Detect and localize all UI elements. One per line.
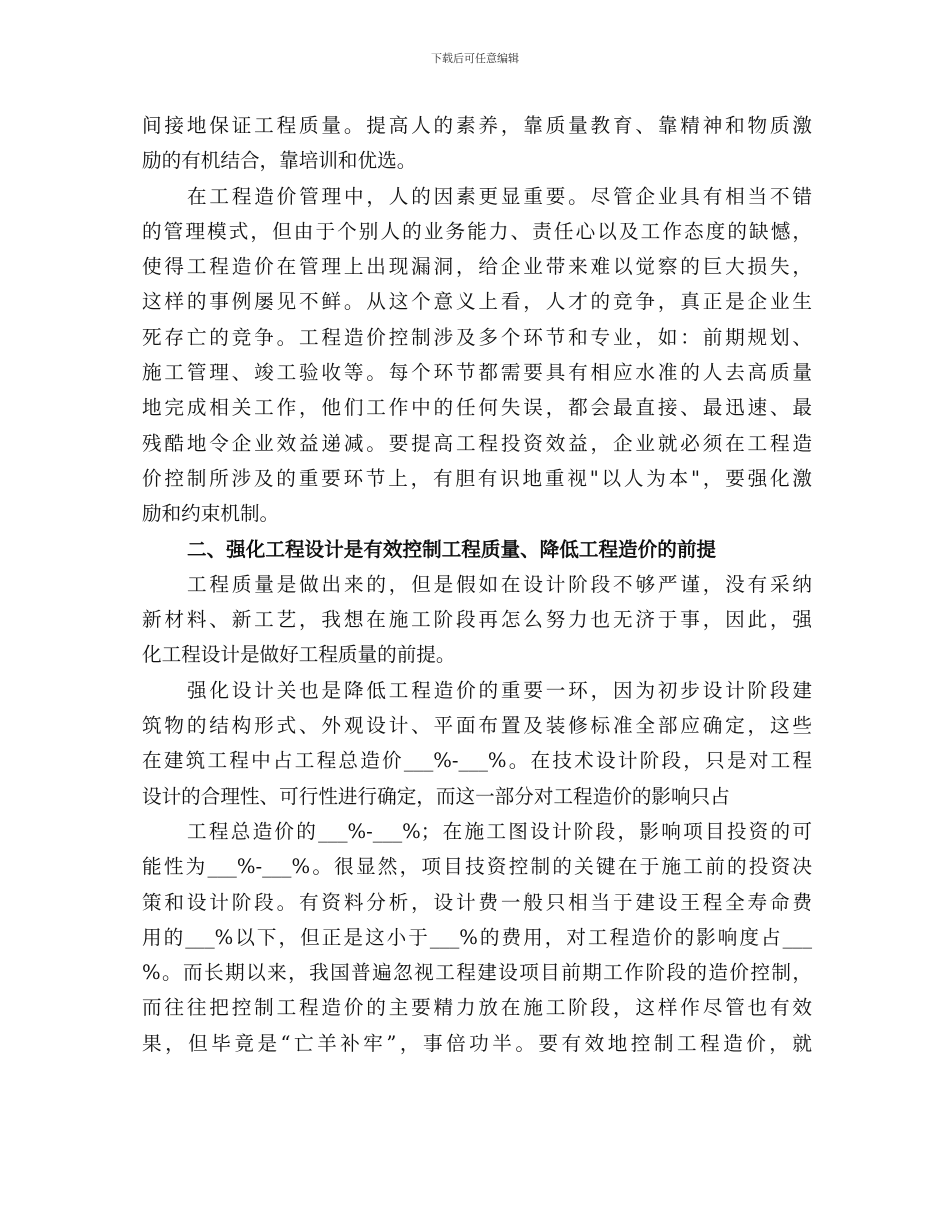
text-line: 用的___%以下，但正是这小于___%的费用，对工程造价的影响度占___ (142, 925, 812, 949)
text-line: 在建筑工程中占工程总造价___%-___%。在技术设计阶段，只是对工程 (142, 749, 812, 773)
text-line: 强化设计关也是降低工程造价的重要一环，因为初步设计阶段建 (187, 678, 812, 702)
text-line: 果，但毕竟是“亡羊补牢”，事倍功半。要有效地控制工程造价，就 (142, 1031, 812, 1055)
text-line: 筑物的结构形式、外观设计、平面布置及装修标准全部应确定，这些 (142, 714, 812, 738)
text-line: 在工程造价管理中，人的因素更显重要。尽管企业具有相当不错 (187, 184, 812, 208)
text-line: %。而长期以来，我国普遍忽视工程建设项目前期工作阶段的造价控制， (142, 961, 812, 985)
text-line: 化工程设计是做好工程质量的前提。 (142, 643, 456, 667)
text-line: 地完成相关工作，他们工作中的任何失误，都会最直接、最迅速、最 (142, 396, 812, 420)
text-line: 的管理模式，但由于个别人的业务能力、责任心以及工作态度的缺憾， (142, 219, 812, 243)
text-line: 策和设计阶段。有资料分析，设计费一般只相当于建设王程全寿命费 (142, 890, 812, 914)
document-body (142, 108, 812, 1061)
text-line: 励的有机结合，靠培训和优选。 (142, 149, 417, 173)
text-line: 间接地保证工程质量。提高人的素养，靠质量教育、靠精神和物质激 (142, 114, 812, 137)
text-line: 残酷地令企业效益递减。要提高工程投资效益，企业就必须在工程造 (142, 431, 812, 455)
text-line: 工程质量是做出来的，但是假如在设计阶段不够严谨，没有采纳 (187, 572, 812, 596)
text-line: 施工管理、竣工验收等。每个环节都需要具有相应水准的人去高质量 (142, 361, 812, 385)
text-line: 使得工程造价在管理上出现漏洞，给企业带来难以觉察的巨大损失， (142, 255, 812, 279)
text-line: 新材料、新工艺，我想在施工阶段再怎么努力也无济于事，因此，强 (142, 608, 812, 632)
text-line: 而往往把控制工程造价的主要精力放在施工阶段，这样作尽管也有效 (142, 996, 812, 1020)
section-heading: 二、强化工程设计是有效控制工程质量、降低工程造价的前提 (187, 537, 717, 561)
text-line: 死存亡的竞争。工程造价控制涉及多个环节和专业，如：前期规划、 (142, 325, 812, 349)
text-line: 能性为___%-___%。很显然，项目技资控制的关键在于施工前的投资决 (142, 855, 812, 879)
text-line: 励和约束机制。 (142, 502, 280, 526)
text-line: 这样的事例屡见不鲜。从这个意义上看，人才的竞争，真正是企业生 (142, 290, 812, 314)
text-line: 工程总造价的___%-___%；在施工图设计阶段，影响项目投资的可 (187, 819, 812, 843)
text-line: 设计的合理性、可行性进行确定，而这一部分对工程造价的影响只占 (142, 784, 730, 808)
text-line: 价控制所涉及的重要环节上，有胆有识地重视"以人为本"，要强化激 (142, 466, 812, 490)
page-header: 下载后可任意编辑 (431, 52, 519, 65)
